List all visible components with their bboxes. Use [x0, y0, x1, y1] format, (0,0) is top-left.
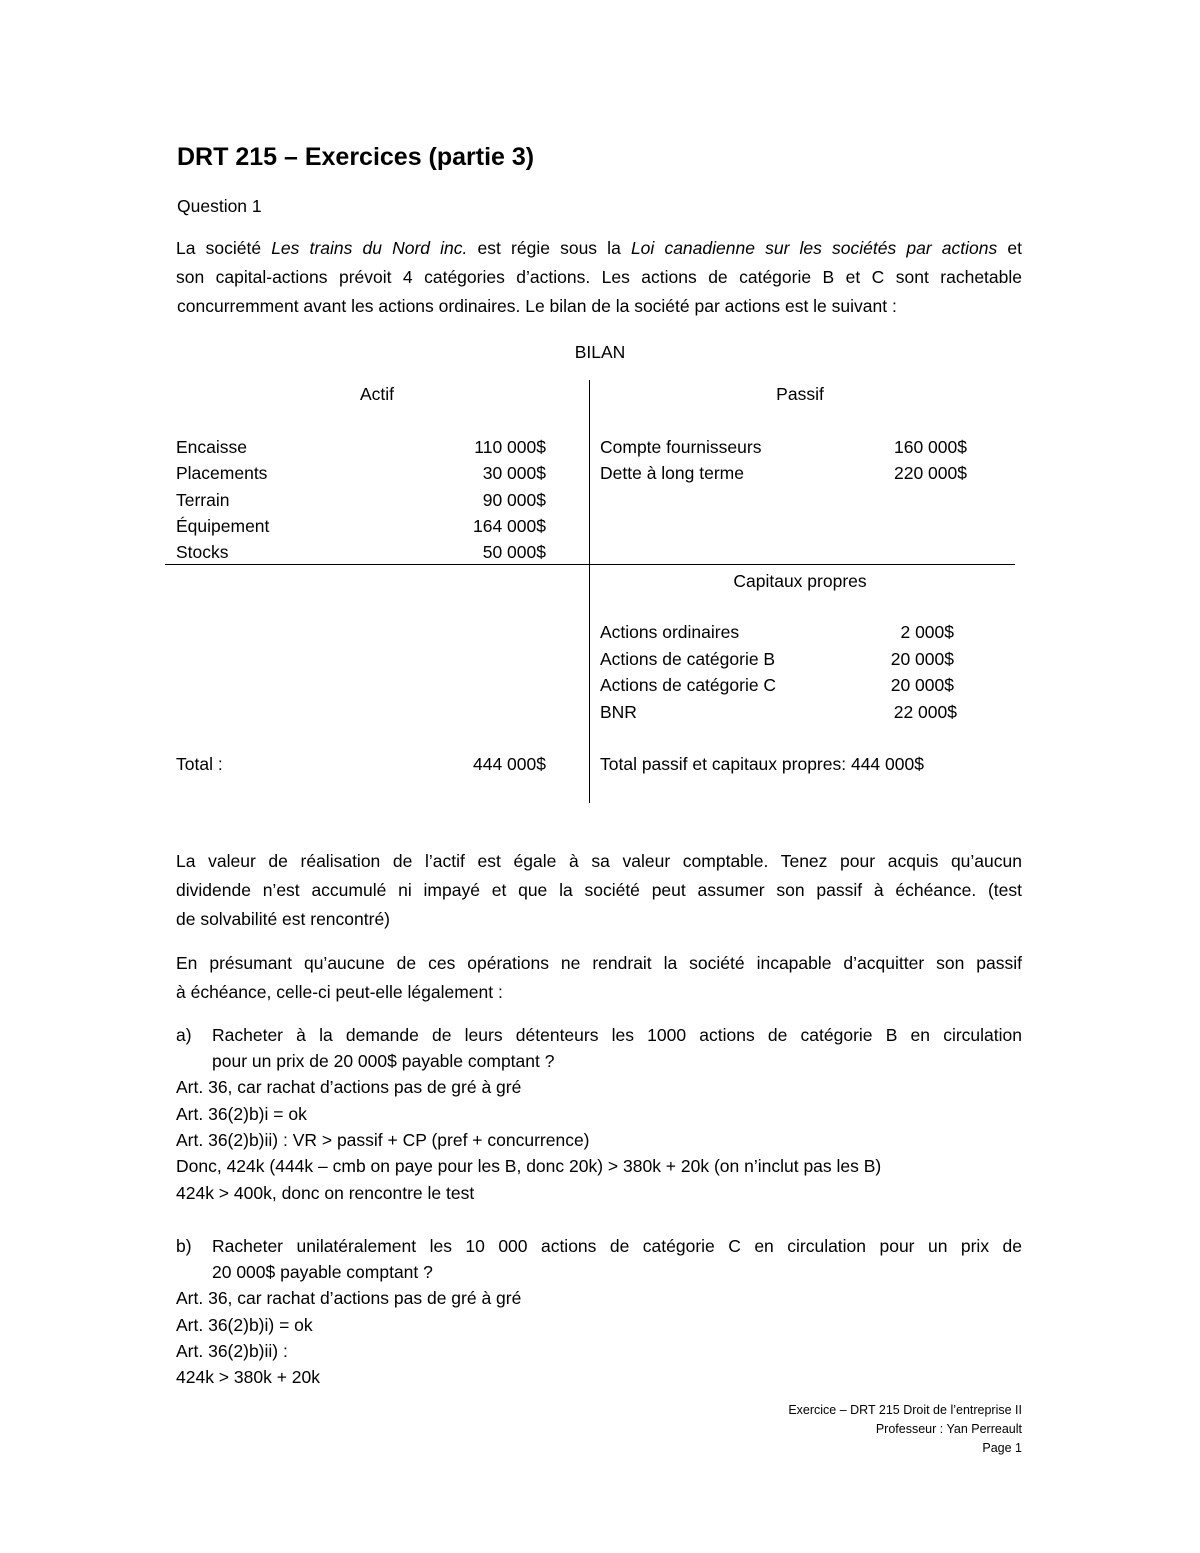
answer-line: Art. 36(2)b)i = ok	[176, 1104, 307, 1124]
footer-course: Exercice – DRT 215 Droit de l’entreprise II	[788, 1403, 1022, 1417]
para2-line: à échéance, celle-ci peut-elle légalement :	[176, 982, 503, 1002]
bilan-vertical-divider	[589, 380, 590, 803]
page-title: DRT 215 – Exercices (partie 3)	[177, 143, 535, 171]
actif-value: 90 000$	[482, 490, 546, 510]
actif-label: Encaisse	[176, 437, 248, 457]
total-passif: Total passif et capitaux propres: 444 000$	[600, 754, 924, 774]
answer-line: Donc, 424k (444k – cmb on paye pour les B, donc 20k) > 380k + 20k (on n’inclut pas les B)	[176, 1156, 882, 1176]
footer-professor: Professeur : Yan Perreault	[875, 1422, 1022, 1436]
question-b-marker: b)	[176, 1236, 192, 1256]
actif-header: Actif	[359, 384, 395, 404]
capitaux-label: Actions de catégorie B	[600, 649, 776, 669]
total-actif-value: 444 000$	[473, 754, 546, 774]
capitaux-label: BNR	[600, 702, 637, 722]
question-a-line: Racheter à la demande de leurs détenteurs les 1000 actions de catégorie B en circulation	[212, 1025, 1022, 1045]
question-a-line: pour un prix de 20 000$ payable comptant ?	[212, 1051, 555, 1071]
intro-line-1: La société Les trains du Nord inc. est régie sous la Loi canadienne sur les sociétés par actions et	[176, 238, 1022, 258]
actif-value: 164 000$	[473, 516, 546, 536]
passif-value: 160 000$	[894, 437, 967, 457]
actif-label: Équipement	[176, 516, 270, 536]
para1-line: de solvabilité est rencontré)	[176, 909, 390, 929]
footer-page-number: Page 1	[982, 1441, 1022, 1455]
para1-line: La valeur de réalisation de l’actif est égale à sa valeur comptable. Tenez pour acquis qu’aucun	[176, 851, 1022, 871]
intro-line-3: concurremment avant les actions ordinaires. Le bilan de la société par actions est le suivant :	[177, 296, 897, 316]
passif-value: 220 000$	[894, 463, 967, 483]
capitaux-value: 20 000$	[890, 649, 954, 669]
question-label: Question 1	[177, 196, 262, 216]
passif-header: Passif	[776, 384, 824, 404]
actif-label: Stocks	[176, 542, 229, 562]
answer-line: Art. 36(2)b)ii) : VR > passif + CP (pref + concurrence)	[176, 1130, 590, 1150]
capitaux-label: Actions ordinaires	[600, 622, 740, 642]
capitaux-header: Capitaux propres	[733, 571, 867, 591]
capitaux-value: 2 000$	[900, 622, 954, 642]
question-a-marker: a)	[176, 1025, 192, 1045]
answer-line: Art. 36(2)b)ii) :	[176, 1341, 288, 1361]
actif-label: Terrain	[176, 490, 230, 510]
para1-line: dividende n’est accumulé ni impayé et que la société peut assumer son passif à échéance. (test	[176, 880, 1022, 900]
answer-line: Art. 36, car rachat d’actions pas de gré à gré	[176, 1077, 522, 1097]
capitaux-label: Actions de catégorie C	[600, 675, 777, 695]
question-b-line: 20 000$ payable comptant ?	[212, 1262, 433, 1282]
bilan-title: BILAN	[574, 342, 626, 362]
question-b-line: Racheter unilatéralement les 10 000 actions de catégorie C en circulation pour un prix de	[212, 1236, 1022, 1256]
capitaux-value: 22 000$	[893, 702, 957, 722]
capitaux-value: 20 000$	[890, 675, 954, 695]
actif-value: 50 000$	[482, 542, 546, 562]
total-actif-label: Total :	[176, 754, 223, 774]
answer-line: Art. 36, car rachat d’actions pas de gré à gré	[176, 1288, 522, 1308]
passif-label: Dette à long terme	[600, 463, 744, 483]
bilan-horizontal-divider	[165, 564, 1015, 565]
passif-label: Compte fournisseurs	[600, 437, 762, 457]
actif-label: Placements	[176, 463, 268, 483]
answer-line: Art. 36(2)b)i) = ok	[176, 1315, 313, 1335]
para2-line: En présumant qu’aucune de ces opérations ne rendrait la société incapable d’acquitter son passif	[176, 953, 1022, 973]
intro-line-2: son capital-actions prévoit 4 catégories d’actions. Les actions de catégorie B et C sont rachetable	[176, 267, 1022, 287]
answer-line: 424k > 380k + 20k	[176, 1367, 320, 1387]
actif-value: 110 000$	[474, 437, 546, 457]
answer-line: 424k > 400k, donc on rencontre le test	[176, 1183, 475, 1203]
actif-value: 30 000$	[482, 463, 546, 483]
